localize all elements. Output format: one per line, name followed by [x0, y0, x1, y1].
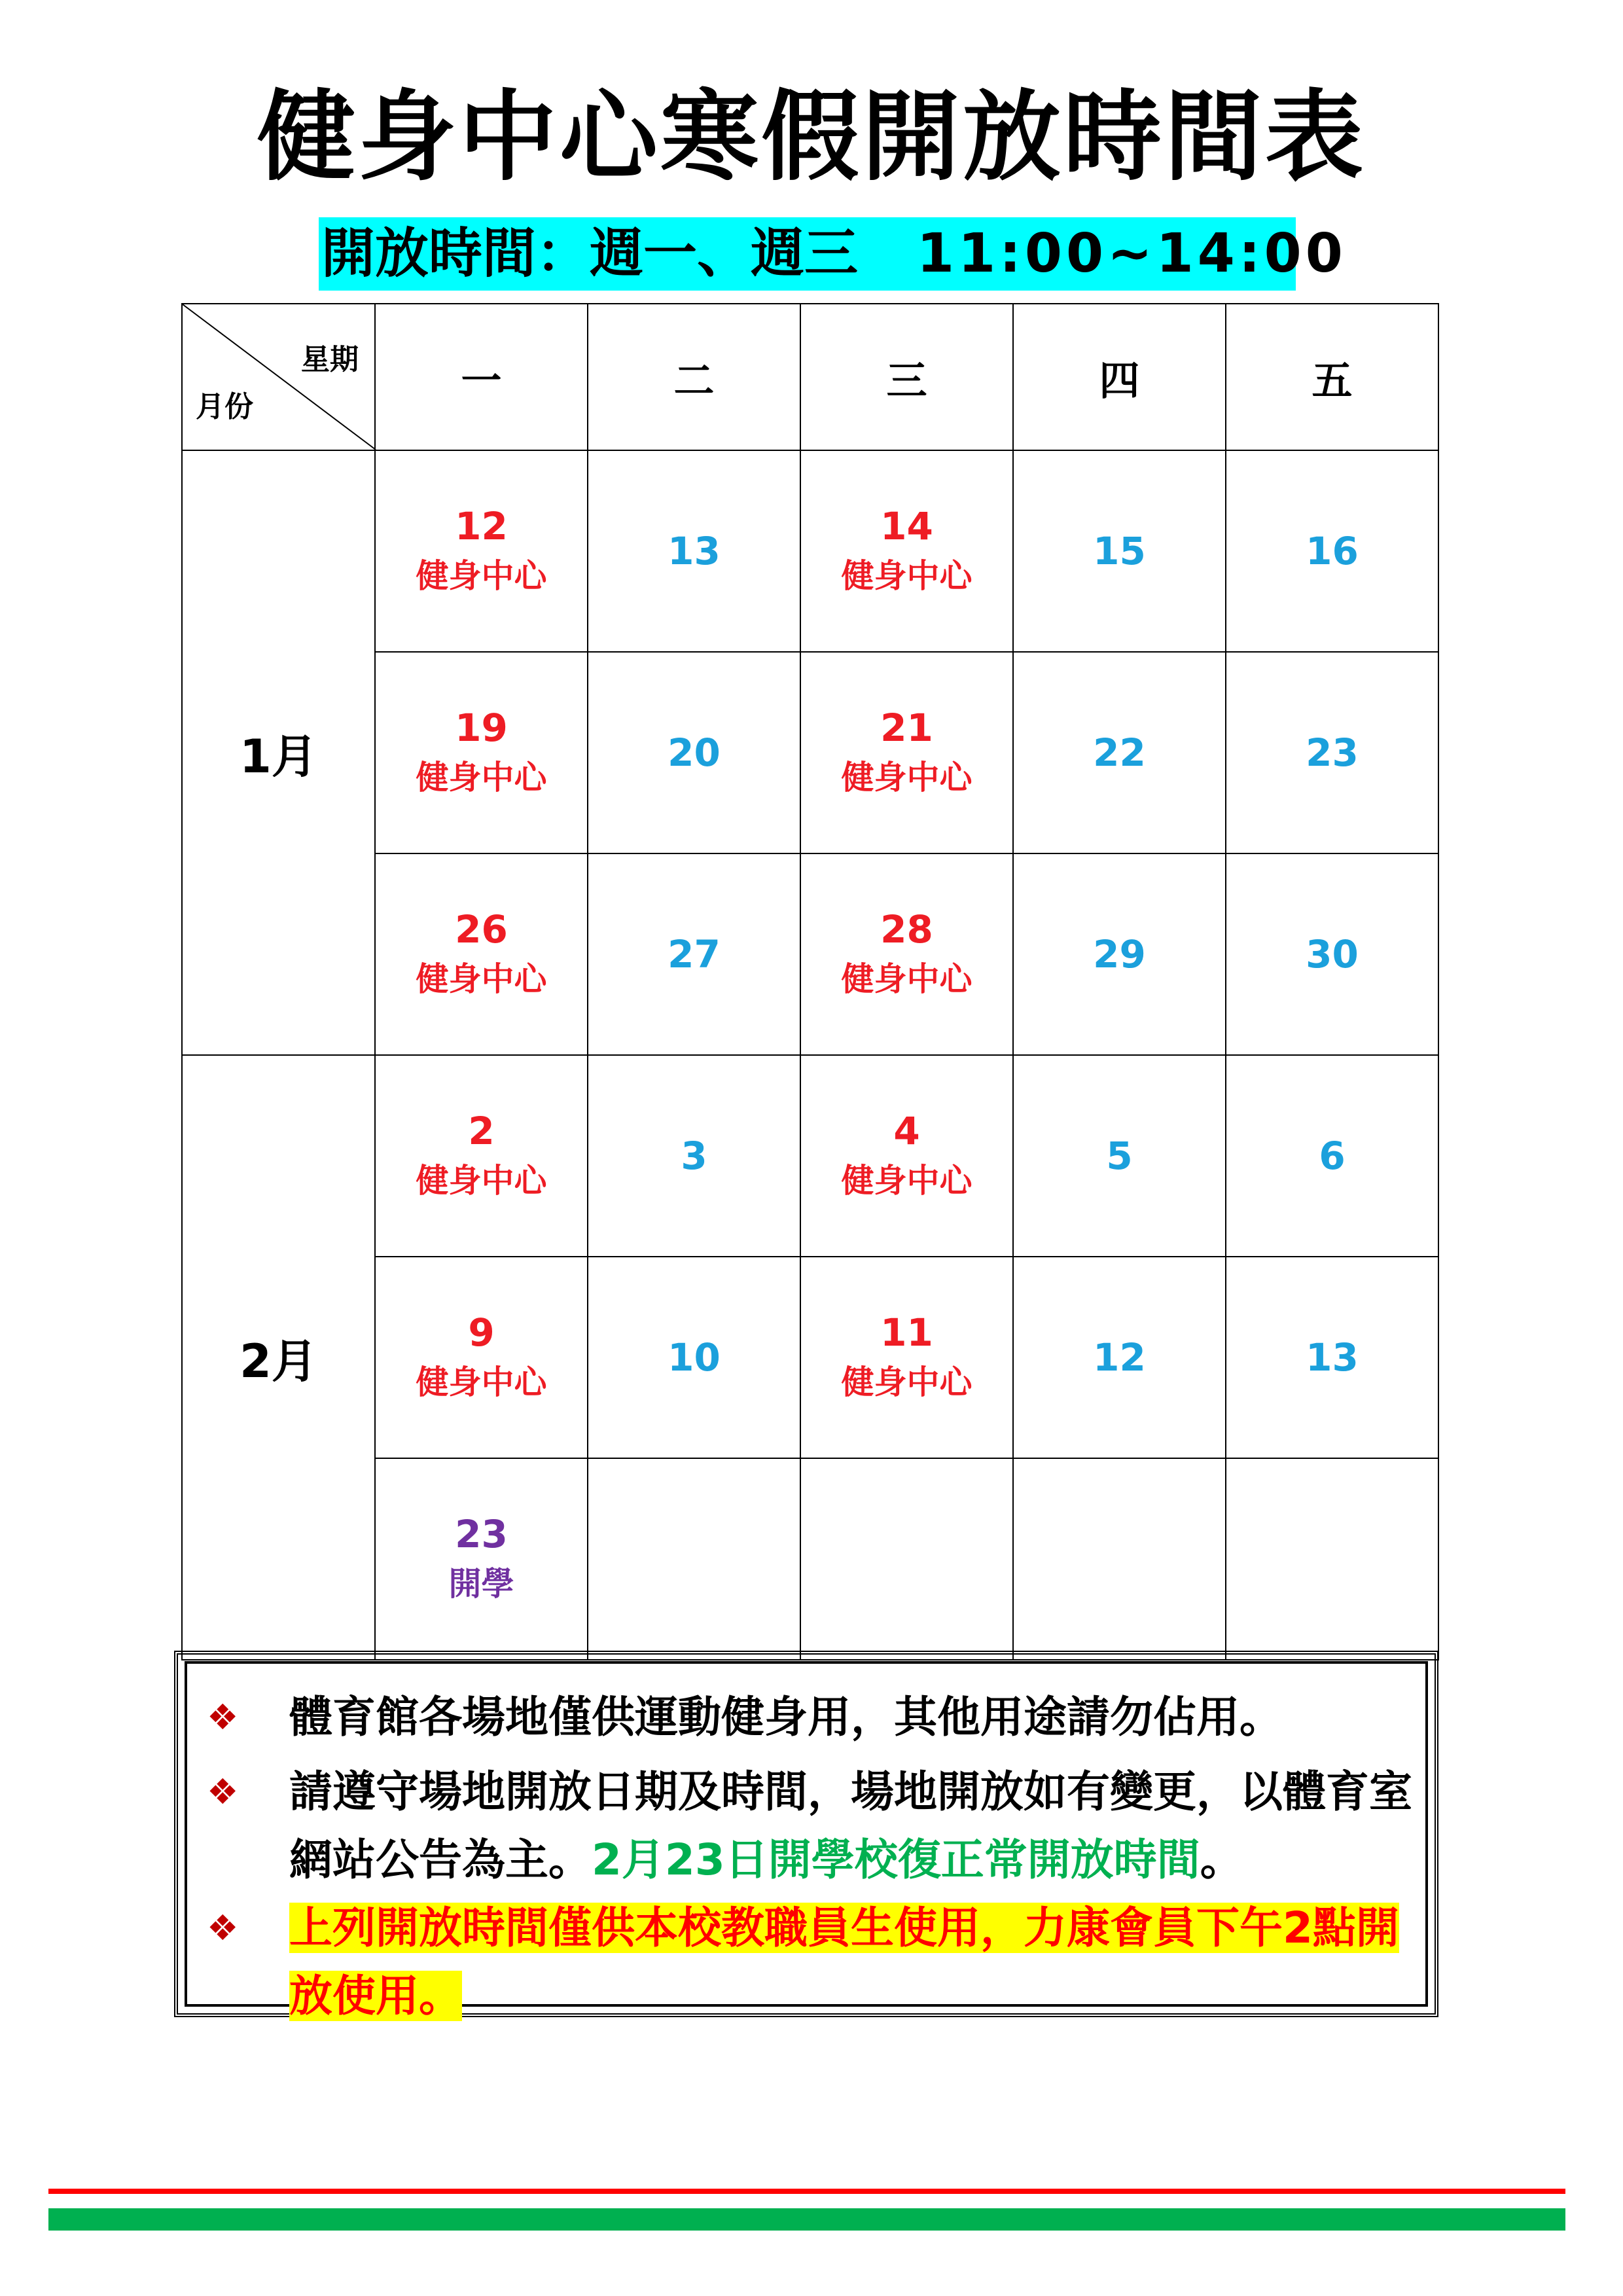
day-cell	[588, 652, 800, 853]
day-number: 20	[668, 730, 721, 775]
day-number: 9	[468, 1310, 495, 1355]
weekday-header-row	[182, 304, 1438, 450]
school-start-tag: 開學	[448, 1565, 514, 1603]
open-tag: 健身中心	[841, 557, 972, 595]
day-number: 12	[1093, 1335, 1146, 1380]
day-cell	[375, 1257, 588, 1458]
day-number: 10	[668, 1335, 721, 1380]
footer-green-rule	[48, 2208, 1565, 2231]
day-cell	[588, 450, 800, 652]
open-tag: 健身中心	[416, 759, 547, 797]
day-cell	[375, 652, 588, 853]
notice-text	[289, 1894, 1415, 2030]
notice-highlight-segment: 上列開放時間僅供本校教職員生使用，力康會員下午2點開	[289, 1903, 1399, 1953]
month-label-feb: 2月	[182, 1055, 375, 1660]
schedule-table	[181, 303, 1439, 1660]
day-number: 5	[1106, 1134, 1133, 1178]
table-row	[182, 1055, 1438, 1257]
day-number: 23	[1306, 730, 1359, 775]
open-tag: 健身中心	[416, 1363, 547, 1401]
day-cell	[800, 853, 1013, 1055]
day-cell	[800, 652, 1013, 853]
open-tag: 健身中心	[416, 557, 547, 595]
day-number: 22	[1093, 730, 1146, 775]
day-cell	[1013, 853, 1226, 1055]
notice-text: 體育館各場地僅供運動健身用，其他用途請勿佔用。	[289, 1692, 1283, 1742]
open-tag: 健身中心	[841, 1162, 972, 1200]
notice-highlight-segment: 放使用。	[289, 1971, 462, 2021]
table-row	[182, 450, 1438, 652]
corner-week-label: 星期	[301, 343, 359, 376]
weekday-header-thu: 四	[1013, 304, 1226, 450]
day-cell	[375, 853, 588, 1055]
open-hours-label: 開放時間：週一、週三	[321, 223, 859, 285]
empty-cell	[1226, 1458, 1438, 1660]
day-cell	[588, 1257, 800, 1458]
notice-line	[289, 1962, 1415, 2030]
day-number: 13	[1306, 1335, 1359, 1380]
day-cell	[375, 1055, 588, 1257]
day-number: 2	[468, 1109, 495, 1153]
open-tag: 健身中心	[841, 759, 972, 797]
day-number: 12	[455, 504, 508, 548]
day-cell	[1013, 450, 1226, 652]
corner-month-label: 月份	[196, 390, 253, 423]
notice-line	[289, 1894, 1415, 1962]
notice-line	[289, 1826, 1415, 1894]
day-cell	[1226, 1055, 1438, 1257]
day-cell	[800, 450, 1013, 652]
day-number: 29	[1093, 932, 1146, 977]
day-cell	[1226, 450, 1438, 652]
open-tag: 健身中心	[841, 960, 972, 998]
notice-segment: 。	[1200, 1835, 1243, 1885]
day-cell	[375, 450, 588, 652]
open-hours-banner	[319, 217, 1347, 291]
corner-header-cell	[182, 304, 375, 450]
day-number: 26	[455, 907, 508, 952]
day-cell	[588, 1055, 800, 1257]
day-number: 11	[880, 1310, 933, 1355]
day-cell	[1013, 1055, 1226, 1257]
empty-cell	[800, 1458, 1013, 1660]
day-number: 21	[880, 706, 933, 750]
notice-inner-frame	[185, 1661, 1428, 2021]
weekday-header-wed: 三	[800, 304, 1013, 450]
footer-red-rule	[48, 2189, 1565, 2194]
diamond-bullet-icon: ❖	[207, 1771, 239, 1812]
notice-line: 請遵守場地開放日期及時間，場地開放如有變更，以體育室	[289, 1767, 1412, 1817]
day-number: 27	[668, 932, 721, 977]
notice-text	[289, 1758, 1415, 1894]
open-hours-time: 11:00~14:00	[917, 223, 1347, 285]
notice-box	[174, 1651, 1438, 2021]
day-cell	[800, 1257, 1013, 1458]
open-tag: 健身中心	[416, 960, 547, 998]
empty-cell	[1013, 1458, 1226, 1660]
day-cell	[1013, 652, 1226, 853]
diamond-bullet-icon: ❖	[207, 1696, 239, 1738]
diamond-bullet-icon: ❖	[207, 1907, 239, 1948]
day-number: 13	[668, 529, 721, 573]
empty-cell	[588, 1458, 800, 1660]
day-number: 14	[880, 504, 933, 548]
day-number: 4	[893, 1109, 920, 1153]
day-number: 30	[1306, 932, 1359, 977]
open-tag: 健身中心	[841, 1363, 972, 1401]
weekday-header-fri: 五	[1226, 304, 1438, 450]
page-title: 健身中心寒假開放時間表	[257, 81, 1366, 194]
day-cell	[1226, 1257, 1438, 1458]
day-cell	[1226, 652, 1438, 853]
day-cell	[1226, 853, 1438, 1055]
weekday-header-mon: 一	[375, 304, 588, 450]
month-label-jan: 1月	[182, 450, 375, 1055]
day-cell	[375, 1458, 588, 1660]
notice-segment: 網站公告為主。	[289, 1835, 592, 1885]
day-number: 19	[455, 706, 508, 750]
day-cell	[1013, 1257, 1226, 1458]
day-cell	[588, 853, 800, 1055]
day-number: 6	[1319, 1134, 1346, 1178]
day-number: 23	[455, 1512, 508, 1556]
day-number: 15	[1093, 529, 1146, 573]
open-tag: 健身中心	[416, 1162, 547, 1200]
notice-green-segment: 2月23日開學校復正常開放時間	[592, 1835, 1200, 1885]
day-cell	[800, 1055, 1013, 1257]
weekday-header-tue: 二	[588, 304, 800, 450]
day-number: 3	[681, 1134, 707, 1178]
day-number: 28	[880, 907, 933, 952]
day-number: 16	[1306, 529, 1359, 573]
